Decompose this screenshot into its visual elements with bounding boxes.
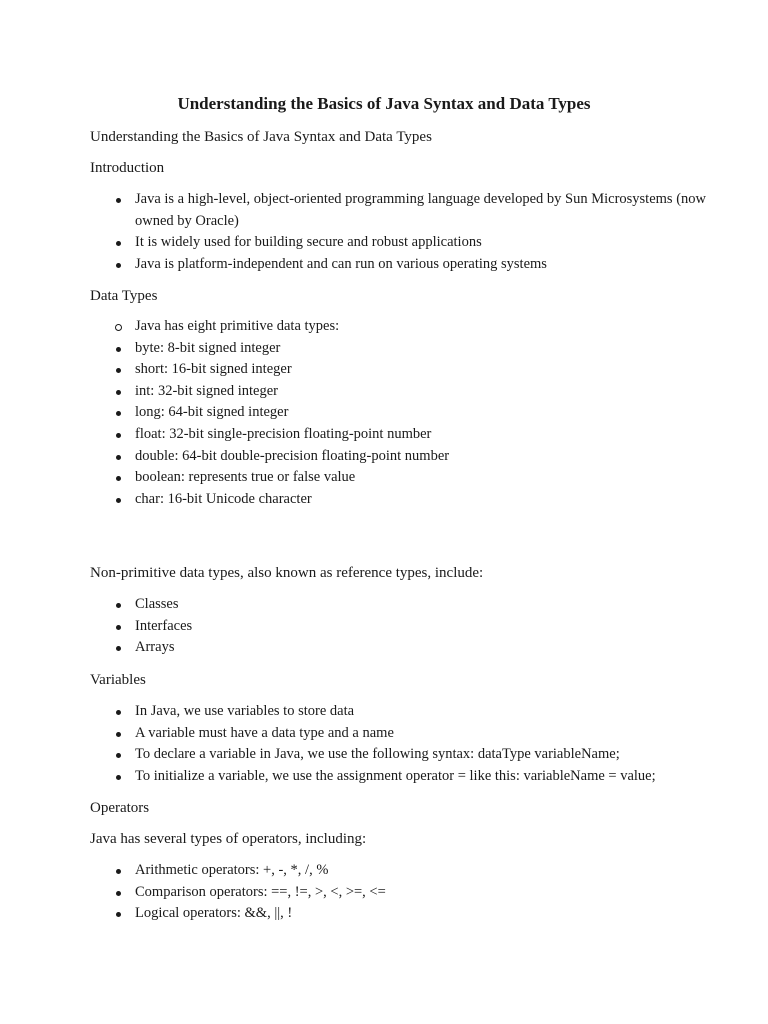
bullet-icon <box>116 498 121 503</box>
bullet-icon <box>116 603 121 608</box>
bullet-icon <box>116 476 121 481</box>
list-item: int: 32-bit signed integer <box>90 381 710 403</box>
list-item: Arrays <box>90 637 710 659</box>
bullet-icon <box>116 869 121 874</box>
bullet-icon <box>116 912 121 917</box>
list-item: boolean: represents true or false value <box>90 467 710 489</box>
list-item: byte: 8-bit signed integer <box>90 338 710 360</box>
bullet-icon <box>116 455 121 460</box>
bullet-icon <box>116 347 121 352</box>
bullet-icon <box>116 732 121 737</box>
list-item: long: 64-bit signed integer <box>90 402 710 424</box>
non-primitive-text: Non-primitive data types, also known as reference types, include: <box>90 565 484 581</box>
document-subtitle: Understanding the Basics of Java Syntax and Data Types <box>90 129 432 145</box>
list-item: Logical operators: &&, ||, ! <box>90 903 710 925</box>
variables-list <box>90 701 710 787</box>
bullet-icon <box>116 646 121 651</box>
bullet-icon <box>116 198 121 203</box>
operators-heading: Operators <box>90 800 150 816</box>
bullet-icon <box>116 753 121 758</box>
bullet-icon <box>116 433 121 438</box>
list-item: A variable must have a data type and a name <box>90 723 710 745</box>
list-item: char: 16-bit Unicode character <box>90 489 710 511</box>
list-item: Java has eight primitive data types: <box>90 316 710 338</box>
bullet-icon <box>116 241 121 246</box>
introduction-list <box>90 189 710 275</box>
list-item: short: 16-bit signed integer <box>90 359 710 381</box>
list-item: Comparison operators: ==, !=, >, <, >=, <= <box>90 882 710 904</box>
variables-heading: Variables <box>90 672 146 688</box>
list-item: Java is a high-level, object-oriented programming language developed by Sun Microsystems (now owned by Oracle) <box>90 189 710 232</box>
list-item: double: 64-bit double-precision floating-point number <box>90 446 710 468</box>
list-item: To initialize a variable, we use the assignment operator = like this: variableName = value; <box>90 766 710 788</box>
list-item: Interfaces <box>90 616 710 638</box>
document-title: Understanding the Basics of Java Syntax and Data Types <box>177 94 591 113</box>
bullet-icon <box>116 775 121 780</box>
list-item: Classes <box>90 594 710 616</box>
bullet-icon <box>116 411 121 416</box>
list-item: Java is platform-independent and can run on various operating systems <box>90 254 710 276</box>
bullet-icon <box>116 368 121 373</box>
bullet-icon <box>116 710 121 715</box>
bullet-icon <box>116 891 121 896</box>
bullet-icon <box>116 390 121 395</box>
list-item: To declare a variable in Java, we use the following syntax: dataType variableName; <box>90 744 710 766</box>
list-item: float: 32-bit single-precision floating-point number <box>90 424 710 446</box>
data-types-list <box>90 316 710 510</box>
introduction-heading: Introduction <box>90 160 165 176</box>
operators-list <box>90 860 710 925</box>
bullet-icon <box>116 625 121 630</box>
operators-text: Java has several types of operators, including: <box>90 831 367 847</box>
hollow-bullet-icon <box>115 324 122 331</box>
non-primitive-list <box>90 594 710 659</box>
list-item: In Java, we use variables to store data <box>90 701 710 723</box>
list-item: Arithmetic operators: +, -, *, /, % <box>90 860 710 882</box>
data-types-heading: Data Types <box>90 288 158 304</box>
list-item: It is widely used for building secure and robust applications <box>90 232 710 254</box>
bullet-icon <box>116 263 121 268</box>
